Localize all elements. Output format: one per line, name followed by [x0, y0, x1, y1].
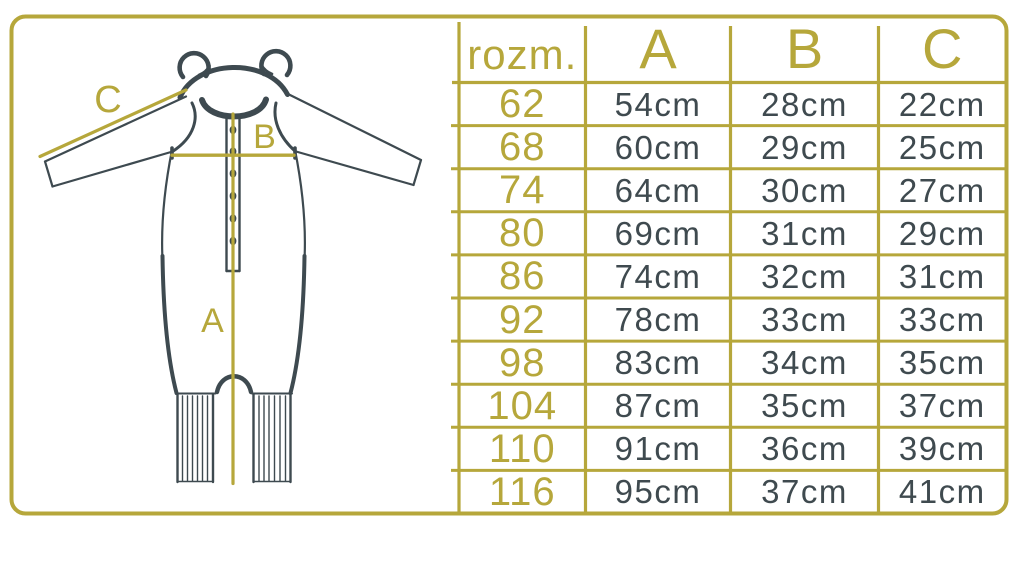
value-a-cell: 78cm: [614, 301, 702, 339]
value-b-cell: 34cm: [761, 344, 848, 382]
value-a-cell: 60cm: [614, 128, 702, 166]
value-a-cell: 69cm: [614, 214, 702, 252]
value-b-cell: 37cm: [761, 473, 848, 511]
value-b-cell: 33cm: [761, 301, 848, 339]
measure-label-a: A: [201, 302, 224, 340]
value-b-cell: 29cm: [761, 128, 848, 166]
value-a-cell: 95cm: [614, 473, 702, 511]
size-cell: 110: [488, 427, 556, 471]
value-b-cell: 30cm: [761, 171, 848, 209]
value-a-cell: 83cm: [614, 344, 702, 382]
header-col-b: B: [785, 17, 824, 80]
value-a-cell: 74cm: [614, 257, 702, 295]
size-cell: 74: [499, 168, 546, 212]
value-c-cell: 41cm: [898, 473, 986, 511]
value-c-cell: 33cm: [898, 301, 986, 339]
value-a-cell: 91cm: [614, 430, 702, 468]
value-b-cell: 35cm: [761, 387, 848, 425]
size-cell: 116: [488, 470, 556, 514]
value-b-cell: 32cm: [761, 257, 848, 295]
right-sleeve: [288, 94, 421, 185]
header-col-a: A: [639, 17, 677, 80]
value-b-cell: 36cm: [761, 430, 848, 468]
size-table: [459, 17, 1006, 513]
header-size-label: rozm.: [467, 30, 578, 78]
value-c-cell: 29cm: [898, 214, 986, 252]
value-c-cell: 25cm: [898, 128, 986, 166]
value-c-cell: 31cm: [898, 257, 986, 295]
right-cuff: [252, 394, 292, 483]
value-c-cell: 35cm: [898, 344, 986, 382]
value-b-cell: 31cm: [761, 214, 848, 252]
header-col-c: C: [922, 17, 963, 80]
value-c-cell: 37cm: [898, 387, 986, 425]
value-a-cell: 87cm: [614, 387, 702, 425]
bear-ear-right-icon: [261, 51, 290, 75]
size-cell: 62: [499, 82, 546, 126]
hood-outline: [180, 67, 288, 97]
measure-label-c: C: [94, 79, 122, 121]
value-b-cell: 28cm: [761, 85, 848, 123]
size-cell: 86: [499, 254, 546, 298]
size-cell: 80: [499, 211, 546, 255]
value-c-cell: 39cm: [898, 430, 986, 468]
size-cell: 98: [499, 341, 546, 385]
value-c-cell: 22cm: [898, 85, 986, 123]
size-cell: 104: [487, 384, 558, 428]
size-cell: 92: [499, 297, 546, 342]
right-underarm-seam: [275, 103, 296, 152]
measure-label-b: B: [253, 118, 276, 156]
left-underarm-seam: [173, 103, 196, 152]
size-cell: 68: [499, 125, 546, 169]
value-a-cell: 64cm: [614, 171, 702, 209]
value-c-cell: 27cm: [898, 171, 986, 209]
value-a-cell: 54cm: [614, 85, 702, 123]
left-cuff: [176, 394, 216, 483]
